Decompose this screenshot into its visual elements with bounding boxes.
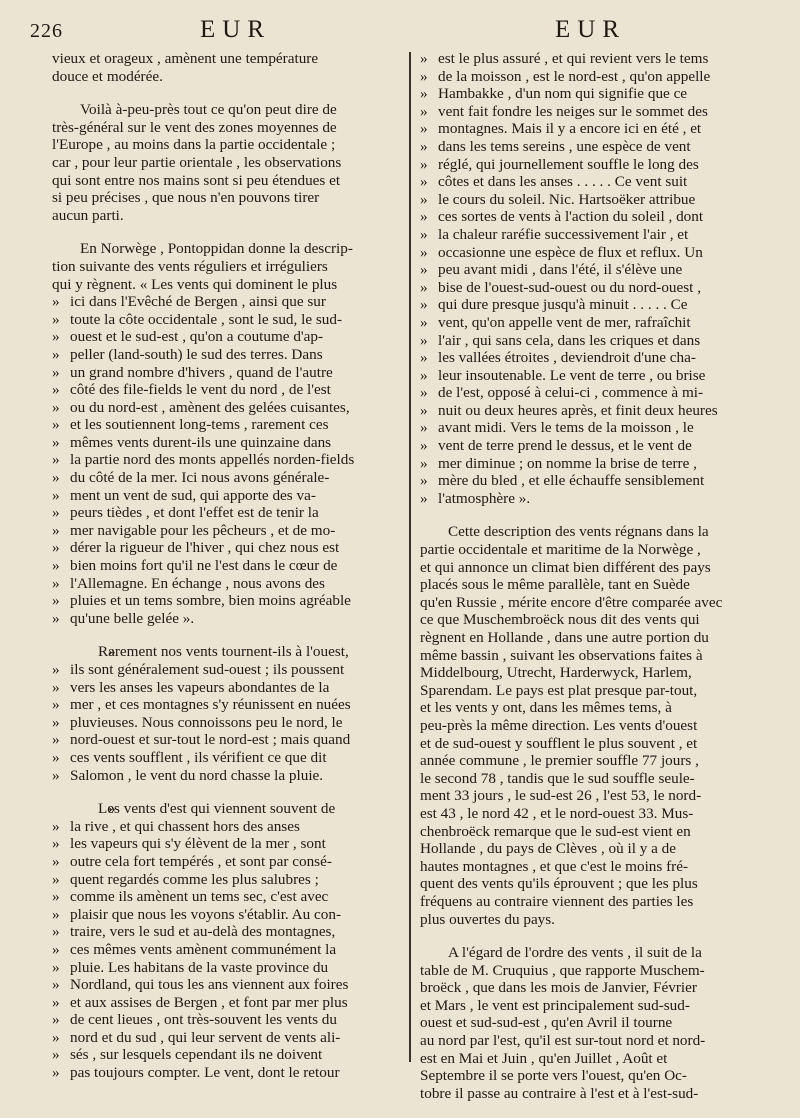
text-line: » les vapeurs qui s'y élèvent de la mer , sont	[52, 835, 400, 853]
text-line: et qui annonce un climat bien différent des pays	[420, 558, 711, 576]
text-line: » vers les anses les vapeurs abondantes de la	[52, 679, 400, 697]
text-line: » côtes et dans les anses . . . . . Ce vent suit	[420, 173, 766, 191]
text-line: » peurs tièdes , et dont l'effet est de tenir la	[52, 504, 400, 522]
text-line: Septembre il se porte vers l'ouest, qu'en Oc-	[420, 1067, 687, 1085]
text-line: A l'égard de l'ordre des vents , il suit de la	[448, 944, 702, 962]
paragraph	[52, 800, 400, 1082]
text-line: » plaisir que nous les voyons s'établir. Au con-	[52, 906, 400, 924]
text-line: Middelbourg, Utrecht, Harderwyck, Harlem,	[420, 664, 692, 682]
text-line: » la partie nord des monts appellés norden-fields	[52, 451, 400, 469]
text-line: » ouest et le sud-est , qu'on a coutume d'ap-	[52, 328, 400, 346]
text-line: ouest et sud-sud-est , qu'en Avril il tourne	[420, 1014, 673, 1032]
paragraph	[420, 944, 766, 1102]
text-line: l'Europe , au moins dans la partie occidentale ;	[52, 136, 336, 154]
text-line: » l'Allemagne. En échange , nous avons des	[52, 575, 400, 593]
text-line: » mêmes vents durent-ils une quinzaine dans	[52, 434, 400, 452]
text-line: aucun parti.	[52, 206, 124, 224]
text-line: » pluie. Les habitans de la vaste province du	[52, 959, 400, 977]
text-line: » Rarement nos vents tournent-ils à l'ouest,	[52, 643, 400, 661]
text-line: » les vallées étroites , deviendroit d'une cha-	[420, 349, 766, 367]
text-line: vieux et orageux , amènent une température	[52, 50, 319, 67]
text-line: Sparendam. Le pays est plat presque par-tout,	[420, 681, 698, 699]
text-line: » nuit ou deux heures après, et finit deux heures	[420, 402, 766, 420]
text-line: » réglé, qui journellement souffle le long des	[420, 156, 766, 174]
paragraph	[52, 643, 400, 784]
text-line: qui sont entre nos mains sont si peu étendues et	[52, 171, 341, 189]
text-line: » bise de l'ouest-sud-ouest ou du nord-ouest ,	[420, 279, 766, 297]
text-line: » peu avant midi , dans l'été, il s'élève une	[420, 261, 766, 279]
text-line: quent des vents qu'ils éprouvent ; que les plus	[420, 875, 698, 893]
text-line: » ment un vent de sud, qui apporte des va-	[52, 487, 400, 505]
text-line: » leur insoutenable. Le vent de terre , ou brise	[420, 367, 766, 385]
text-line: » vent de terre prend le dessus, et le vent de	[420, 437, 766, 455]
text-line: Cette description des vents régnans dans la	[448, 523, 709, 541]
text-line: peu-près la même direction. Les vents d'ouest	[420, 716, 698, 734]
paragraph	[52, 101, 400, 224]
text-line: » comme ils amènent un tems sec, c'est avec	[52, 888, 400, 906]
text-line: » dérer la rigueur de l'hiver , qui chez nous est	[52, 539, 400, 557]
text-line: tion suivante des vents réguliers et irréguliers	[52, 257, 328, 275]
paragraph	[52, 240, 400, 627]
text-line: et les vents y ont, dans les mêmes tems, à	[420, 699, 672, 717]
left-column	[52, 50, 400, 1098]
text-line: » outre cela fort tempérés , et sont par consé-	[52, 853, 400, 871]
text-line: » mer diminue ; on nomme la brise de terre ,	[420, 455, 766, 473]
text-line: » ces mêmes vents amènent communément la	[52, 941, 400, 959]
page-header	[0, 14, 800, 48]
text-line: » côté des file-fields le vent du nord , de l'est	[52, 381, 400, 399]
text-line: plus ouvertes du pays.	[420, 910, 555, 928]
text-line: et de sud-ouest y soufflent le plus souvent , et	[420, 734, 698, 752]
text-line: règnent en Hollande , dans une autre portion du	[420, 629, 709, 646]
text-line: » l'atmosphère ».	[420, 490, 766, 508]
text-line: table de M. Cruquius , que rapporte Muschem-	[420, 961, 705, 979]
text-line: » et aux assises de Bergen , et font par mer plus	[52, 994, 400, 1012]
text-line: » la chaleur raréfie successivement l'air , et	[420, 226, 766, 244]
text-line: » mère du bled , et elle échauffe sensiblement	[420, 472, 766, 490]
text-line: car , pour leur partie orientale , les observations	[52, 153, 342, 171]
text-line: » l'air , qui sans cela, dans les criques et dans	[420, 332, 766, 350]
text-line: qui y règnent. « Les vents qui dominent le plus	[52, 275, 338, 293]
text-line: » ces sortes de vents à l'action du soleil , dont	[420, 208, 766, 226]
text-line: » nord et du sud , qui leur servent de vents ali-	[52, 1029, 400, 1047]
text-line: le second 78 , tandis que le sud souffle seule-	[420, 769, 695, 787]
text-line: » nord-ouest et sur-tout le nord-est ; mais quand	[52, 731, 400, 749]
text-line: » ici dans l'Evêché de Bergen , ainsi que sur	[52, 293, 400, 311]
text-line: » pluies et un tems sombre, bien moins agréable	[52, 592, 400, 610]
text-line: tobre il passe au contraire à l'est et à l'est-sud-	[420, 1084, 699, 1102]
text-line: fréquens au contraire viennent des parties les	[420, 892, 694, 910]
text-line: » un grand nombre d'hivers , quand de l'autre	[52, 364, 400, 382]
text-line: » quent regardés comme les plus salubres ;	[52, 871, 400, 889]
text-line: » vent, qu'on appelle vent de mer, rafraîchit	[420, 314, 766, 332]
text-line: » vent fait fondre les neiges sur le sommet des	[420, 103, 766, 121]
text-line: très-général sur le vent des zones moyennes de	[52, 118, 337, 136]
text-line: » la rive , et qui chassent hors des anses	[52, 818, 400, 836]
text-line: » le cours du soleil. Nic. Hartsoëker attribue	[420, 191, 766, 209]
text-line: » peller (land-south) le sud des terres. Dans	[52, 346, 400, 364]
right-column	[420, 50, 766, 1118]
text-line: » est le plus assuré , et qui revient vers le tems	[420, 50, 766, 68]
text-line: » ces vents soufflent , ils vérifient ce que dit	[52, 749, 400, 767]
text-line: » bien moins fort qu'il ne l'est dans le cœur de	[52, 557, 400, 575]
text-line: » Nordland, qui tous les ans viennent aux foires	[52, 976, 400, 994]
text-line: » du côté de la mer. Ici nous avons générale-	[52, 469, 400, 487]
text-line: » de cent lieues , ont très-souvent les vents du	[52, 1011, 400, 1029]
text-line: ce que Muschembroëck nous dit des vents qui	[420, 611, 700, 629]
paragraph	[420, 50, 766, 507]
text-line: au nord par l'est, qu'il est sur-tout nord et nord-	[420, 1032, 706, 1050]
text-line: Voilà à-peu-près tout ce qu'on peut dire de	[80, 101, 337, 119]
text-line: qu'en Russie , mérite encore d'être comparée avec	[420, 593, 723, 611]
text-line: » qui dure presque jusqu'à minuit . . . . . Ce	[420, 296, 766, 314]
column-divider	[409, 52, 411, 1062]
text-line: » de la moisson , est le nord-est , qu'on appelle	[420, 68, 766, 86]
text-line: douce et modérée.	[52, 67, 163, 85]
text-line: » ils sont généralement sud-ouest ; ils poussent	[52, 661, 400, 679]
text-line: » de l'est, opposé à celui-ci , commence à mi-	[420, 384, 766, 402]
text-line: est en Mai et Juin , qu'en Juillet , Août et	[420, 1049, 668, 1067]
text-line: En Norwège , Pontoppidan donne la descrip-	[80, 240, 353, 258]
text-line: partie occidentale et maritime de la Norwège ,	[420, 541, 701, 559]
text-line: chenbroëck remarque que le sud-est vient en	[420, 822, 691, 840]
text-line: ment 33 jours , le sud-est 26 , l'est 53, le nord-	[420, 787, 702, 805]
running-head-right: EUR	[555, 16, 626, 43]
text-line: » ou du nord-est , amènent des gelées cuisantes,	[52, 399, 400, 417]
text-line: » toute la côte occidentale , sont le sud, le sud-	[52, 311, 400, 329]
text-line: » Les vents d'est qui viennent souvent de	[52, 800, 400, 818]
text-line: » qu'une belle gelée ».	[52, 610, 400, 628]
text-line: » mer , et ces montagnes s'y réunissent en nuées	[52, 696, 400, 714]
text-line: » sés , sur lesquels cependant ils ne doivent	[52, 1046, 400, 1064]
paragraph	[420, 523, 766, 928]
text-line: » dans les tems sereins , une espèce de vent	[420, 138, 766, 156]
text-line: » avant midi. Vers le tems de la moisson , le	[420, 419, 766, 437]
paragraph	[52, 50, 400, 85]
text-line: hautes montagnes , et que c'est le moins fré-	[420, 857, 689, 875]
text-line: Hollande , du pays de Clèves , où il y a de	[420, 840, 677, 858]
text-line: » occasionne une espèce de flux et reflux. Un	[420, 244, 766, 262]
text-line: » Hambakke , d'un nom qui signifie que ce	[420, 85, 766, 103]
text-line: » montagnes. Mais il y a encore ici en été , et	[420, 120, 766, 138]
text-line: même bassin , suivant les observations faites à	[420, 646, 703, 664]
text-line: broëck , que dans les mois de Janvier, Février	[420, 979, 697, 997]
text-line: placés sous le même parallèle, tant en Suède	[420, 576, 690, 594]
text-line: » mer navigable pour les pêcheurs , et de mo-	[52, 522, 400, 540]
text-line: » et les soutiennent long-tems , rarement ces	[52, 416, 400, 434]
text-line: année commune , le premier souffle 77 jours ,	[420, 752, 699, 770]
text-line: » pas toujours compter. Le vent, dont le retour	[52, 1064, 400, 1082]
text-line: » pluvieuses. Nous connoissons peu le nord, le	[52, 714, 400, 732]
text-line: est 43 , le nord 42 , et le nord-ouest 33. Mus-	[420, 804, 694, 822]
text-line: » traire, vers le sud et au-delà des montagnes,	[52, 923, 400, 941]
text-line: et Mars , le vent est principalement sud-sud-	[420, 996, 690, 1014]
text-line: » Salomon , le vent du nord chasse la pluie.	[52, 767, 400, 785]
page-number: 226	[30, 20, 63, 42]
text-line: si peu précises , que nous n'en pouvons tirer	[52, 189, 320, 207]
running-head-left: EUR	[200, 16, 271, 43]
